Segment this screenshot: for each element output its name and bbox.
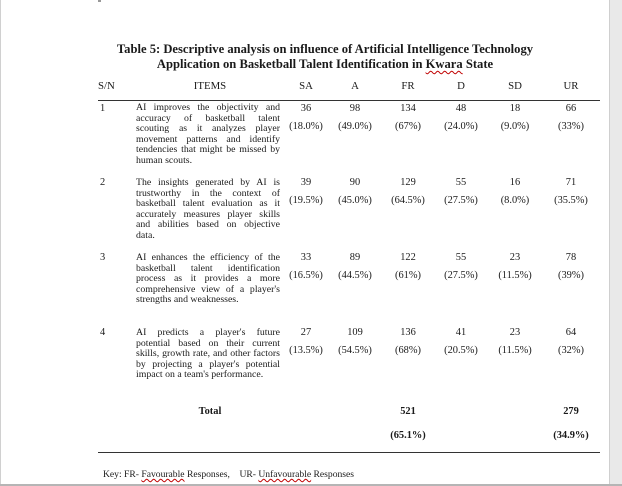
totalpct-empty-sn <box>98 430 136 453</box>
cell-sa-count: 33 <box>300 252 312 263</box>
totalpct-empty-sa <box>284 430 328 453</box>
cell-a-count: 98 <box>349 103 361 114</box>
key-middle: Responses, UR- <box>184 469 259 480</box>
total-empty-a <box>328 402 382 430</box>
cell-a-count: 89 <box>349 252 361 263</box>
cell-d-count: 41 <box>455 327 467 338</box>
row-item-text: AI improves the objectivity and accuracy of basketball talent scouting as it analyzes player movement patterns and identify tendencies that might be missed by human scouts. <box>136 101 284 178</box>
header-ur: UR <box>542 76 600 101</box>
cell-fr <box>382 101 434 178</box>
cell-sa-count: 27 <box>300 327 312 338</box>
total-empty-sn <box>98 402 136 430</box>
cell-ur <box>542 101 600 178</box>
row-sn: 4 <box>100 327 106 338</box>
cell-fr <box>382 327 434 402</box>
cell-ur-percent: (39%) <box>558 270 584 281</box>
cell-fr-count: 136 <box>400 327 416 338</box>
caption-line-2 <box>100 57 550 72</box>
cell-fr <box>382 177 434 252</box>
header-d: D <box>434 76 488 101</box>
header-sa: SA <box>284 76 328 101</box>
total-fr-count: 521 <box>400 406 416 417</box>
cell-sd-percent: (11.5%) <box>498 270 532 281</box>
total-empty-sd <box>488 402 542 430</box>
cell-a <box>328 327 382 402</box>
cell-sd <box>488 177 542 252</box>
row-sn: 3 <box>100 252 106 263</box>
table-key-note <box>103 469 354 480</box>
cell-sd-percent: (8.0%) <box>500 195 530 206</box>
cell-d <box>434 327 488 402</box>
total-fr-percent: (65.1%) <box>382 430 434 453</box>
key-suffix: Responses <box>311 469 355 480</box>
table-row <box>98 252 600 327</box>
totalpct-empty-items <box>136 430 284 453</box>
header-fr: FR <box>382 76 434 101</box>
totalpct-empty-a <box>328 430 382 453</box>
cell-fr-percent: (67%) <box>395 121 421 132</box>
totalpct-empty-d <box>434 430 488 453</box>
caption-line-2-text: Application on Basketball Talent Identification in <box>156 57 426 71</box>
cell-d <box>434 101 488 178</box>
cell-a-percent: (44.5%) <box>338 270 372 281</box>
row-item-text: AI enhances the efficiency of the basketball talent identification process as it provides a more comprehensive view of a player's strengths and weaknesses. <box>136 252 280 306</box>
cell-a <box>328 252 382 327</box>
header-sn: S/N <box>98 76 136 101</box>
cell-fr-count: 134 <box>400 103 416 114</box>
cell-d <box>434 252 488 327</box>
table-row <box>98 101 600 178</box>
cell-d-count: 48 <box>455 103 467 114</box>
cell-sa <box>284 327 328 402</box>
cell-ur-percent: (32%) <box>558 345 584 356</box>
cell-d <box>434 177 488 252</box>
cell-sa-percent: (18.0%) <box>289 121 323 132</box>
cell-d-percent: (20.5%) <box>444 345 478 356</box>
cell-sd-count: 18 <box>509 103 521 114</box>
cell-ur-count: 64 <box>565 327 577 338</box>
cell-fr-count: 122 <box>400 252 416 263</box>
cell-fr-percent: (68%) <box>395 345 421 356</box>
cell-sd-percent: (9.0%) <box>500 121 530 132</box>
caption-line-1: Table 5: Descriptive analysis on influence of Artificial Intelligence Technology <box>116 42 534 56</box>
cell-sd <box>488 327 542 402</box>
cell-a <box>328 177 382 252</box>
cell-sd-count: 23 <box>509 327 521 338</box>
cell-ur-count: 71 <box>565 177 577 188</box>
cell-ur-count: 78 <box>565 252 577 263</box>
header-a: A <box>328 76 382 101</box>
total-row <box>98 402 600 430</box>
table-header-row <box>98 76 600 101</box>
cell-sd-count: 16 <box>509 177 521 188</box>
key-favourable-word: Favourable <box>141 469 185 480</box>
cell-a <box>328 101 382 178</box>
caption-kwara-word: Kwara <box>425 57 463 71</box>
total-ur-percent: (34.9%) <box>542 430 600 453</box>
window-left-edge <box>0 0 1 486</box>
total-ur-count: 279 <box>563 406 579 417</box>
row-item-text: AI predicts a player's future potential based on their current skills, growth rate, and other factors by projecting a player's potential impact on a team's performance. <box>136 327 280 381</box>
caption-line-2-end: State <box>462 57 494 71</box>
descriptive-analysis-table <box>98 76 600 453</box>
cell-ur <box>542 177 600 252</box>
cell-ur-count: 66 <box>565 103 577 114</box>
cell-d-percent: (27.5%) <box>444 270 478 281</box>
cell-d-percent: (27.5%) <box>444 195 478 206</box>
cell-sd-percent: (11.5%) <box>498 345 532 356</box>
total-label: Total <box>198 406 222 417</box>
cell-sa <box>284 177 328 252</box>
total-empty-d <box>434 402 488 430</box>
cell-a-percent: (54.5%) <box>338 345 372 356</box>
cell-d-count: 55 <box>455 177 467 188</box>
cell-fr-percent: (61%) <box>395 270 421 281</box>
total-percent-row <box>98 430 600 453</box>
cell-a-count: 109 <box>347 327 363 338</box>
cell-a-count: 90 <box>349 177 361 188</box>
cell-sd <box>488 101 542 178</box>
cell-sa-count: 39 <box>300 177 312 188</box>
cell-sa-percent: (19.5%) <box>289 195 323 206</box>
cell-sa <box>284 252 328 327</box>
cell-sd-count: 23 <box>509 252 521 263</box>
table-row <box>98 177 600 252</box>
page-corner-mark <box>98 0 101 2</box>
cell-sa-percent: (13.5%) <box>289 345 323 356</box>
cell-a-percent: (45.0%) <box>338 195 372 206</box>
cell-fr-count: 129 <box>400 177 416 188</box>
cell-fr <box>382 252 434 327</box>
cell-fr-percent: (64.5%) <box>391 195 425 206</box>
table-row <box>98 327 600 402</box>
vertical-scrollbar[interactable] <box>609 0 622 486</box>
cell-a-percent: (49.0%) <box>338 121 372 132</box>
cell-sa-count: 36 <box>300 103 312 114</box>
row-item-text: The insights generated by AI is trustworthy in the context of basketball talent evaluation as it accurately measures player skills and abilities based on objective data. <box>136 177 280 241</box>
cell-sa <box>284 101 328 178</box>
header-sd: SD <box>488 76 542 101</box>
cell-sd <box>488 252 542 327</box>
totalpct-empty-sd <box>488 430 542 453</box>
row-sn: 1 <box>98 101 136 178</box>
table-caption <box>100 42 550 72</box>
cell-ur-percent: (35.5%) <box>554 195 588 206</box>
cell-ur <box>542 252 600 327</box>
key-unfavourable-word: Unfavourable <box>258 469 312 480</box>
cell-ur-percent: (33%) <box>558 121 584 132</box>
header-items: ITEMS <box>136 76 284 101</box>
row-sn: 2 <box>100 177 106 188</box>
cell-d-percent: (24.0%) <box>444 121 478 132</box>
cell-d-count: 55 <box>455 252 467 263</box>
total-empty-sa <box>284 402 328 430</box>
key-prefix: Key: FR- <box>103 469 142 480</box>
cell-ur <box>542 327 600 402</box>
cell-sa-percent: (16.5%) <box>289 270 323 281</box>
